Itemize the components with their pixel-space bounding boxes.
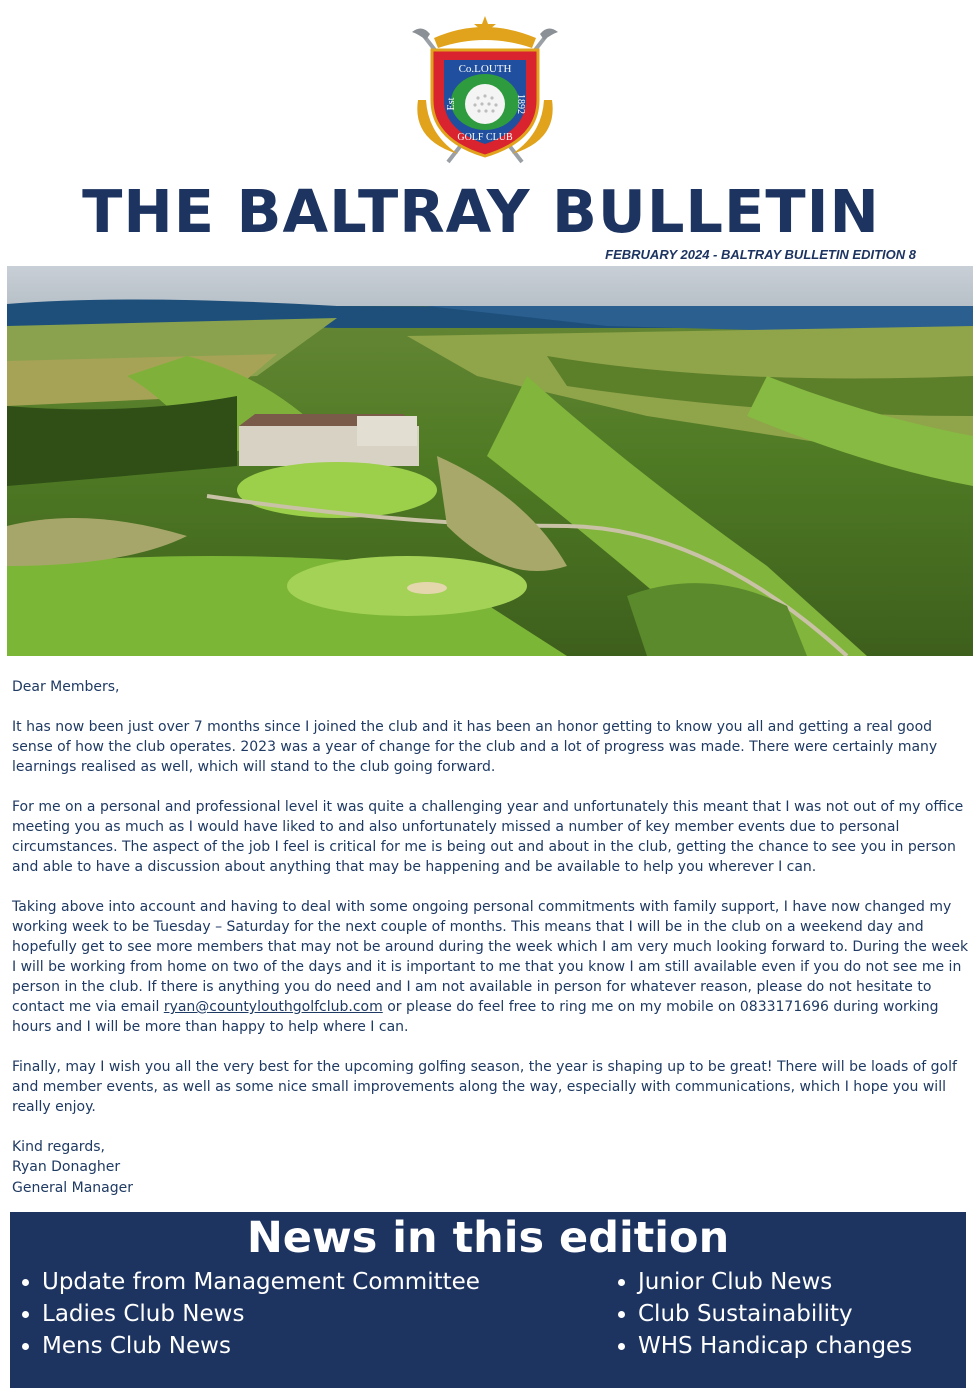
svg-text:Est: Est — [446, 97, 457, 111]
news-item: Ladies Club News — [20, 1298, 480, 1330]
manager-letter — [12, 677, 970, 1198]
news-list-right — [616, 1266, 912, 1362]
news-item: WHS Handicap changes — [616, 1330, 912, 1362]
letter-text: Taking above into account and having to deal with some ongoing personal commitments with family support, I have now changed my working week to be Tuesday – Saturday for the next couple of months. This means that I will be in the club on a weekend day and hopefully get to see more members that may not be around during the week which I am very much looking forward to. During the week I will be working from home on two of the days and it is important to me that you know I am still available even if you do not see me in person in the club. If there is anything you do need and I am not available in person for whatever reason, please do not hesitate to contact me via email — [12, 899, 969, 1015]
edition-line: FEBRUARY 2024 - BALTRAY BULLETIN EDITION 8 — [605, 247, 916, 262]
letter-paragraph: For me on a personal and professional level it was quite a challenging year and unfortunately this meant that I was not out of my office meeting you as much as I would have liked to and also unfortunately missed a number of key member events due to personal circumstances. The aspect of the job I feel is critical for me is being out and about in the club, getting the chance to see you in person and able to have a discussion about anything that may be happening and be available to help you wherever I can. — [12, 799, 964, 875]
svg-text:GOLF CLUB: GOLF CLUB — [457, 132, 513, 143]
news-in-this-edition-box — [10, 1212, 966, 1388]
email-link[interactable]: ryan@countylouthgolfclub.com — [163, 999, 383, 1015]
news-item: Mens Club News — [20, 1330, 480, 1362]
news-item: Club Sustainability — [616, 1298, 912, 1330]
svg-text:1892: 1892 — [515, 94, 526, 114]
closing-text: Kind regards, — [12, 1139, 105, 1155]
newsletter-title: THE BALTRAY BULLETIN — [82, 177, 880, 246]
letter-paragraph — [12, 897, 970, 1037]
club-crest-logo — [404, 14, 566, 170]
letter-paragraph: Finally, may I wish you all the very best for the upcoming golfing season, the year is shaping up to be great! There will be loads of golf and member events, as well as some nice small improvements along the way, especially with communications, which I hope you will really enjoy. — [12, 1059, 957, 1115]
news-item: Update from Management Committee — [20, 1266, 480, 1298]
svg-text:Co.LOUTH: Co.LOUTH — [458, 63, 512, 75]
news-item: Junior Club News — [616, 1266, 912, 1298]
letter-greeting: Dear Members, — [12, 679, 120, 695]
golf-course-aerial-photo — [7, 266, 973, 656]
news-heading: News in this edition — [246, 1213, 730, 1263]
signatory-role: General Manager — [12, 1179, 133, 1196]
letter-paragraph: It has now been just over 7 months since I joined the club and it has been an honor getting to know you all and getting a real good sense of how the club operates. 2023 was a year of change for the club and a lot of progress was made. There were certainly many learnings realised as well, which will stand to the club going forward. — [12, 719, 938, 775]
signatory-name: Ryan Donagher — [12, 1159, 121, 1176]
letter-signoff — [12, 1137, 970, 1198]
letter-text: or please do feel free to ring me on my mobile on 0833171696 during working hours and I will be more than happy to help where I can. — [12, 999, 939, 1035]
news-list-left — [20, 1266, 480, 1362]
